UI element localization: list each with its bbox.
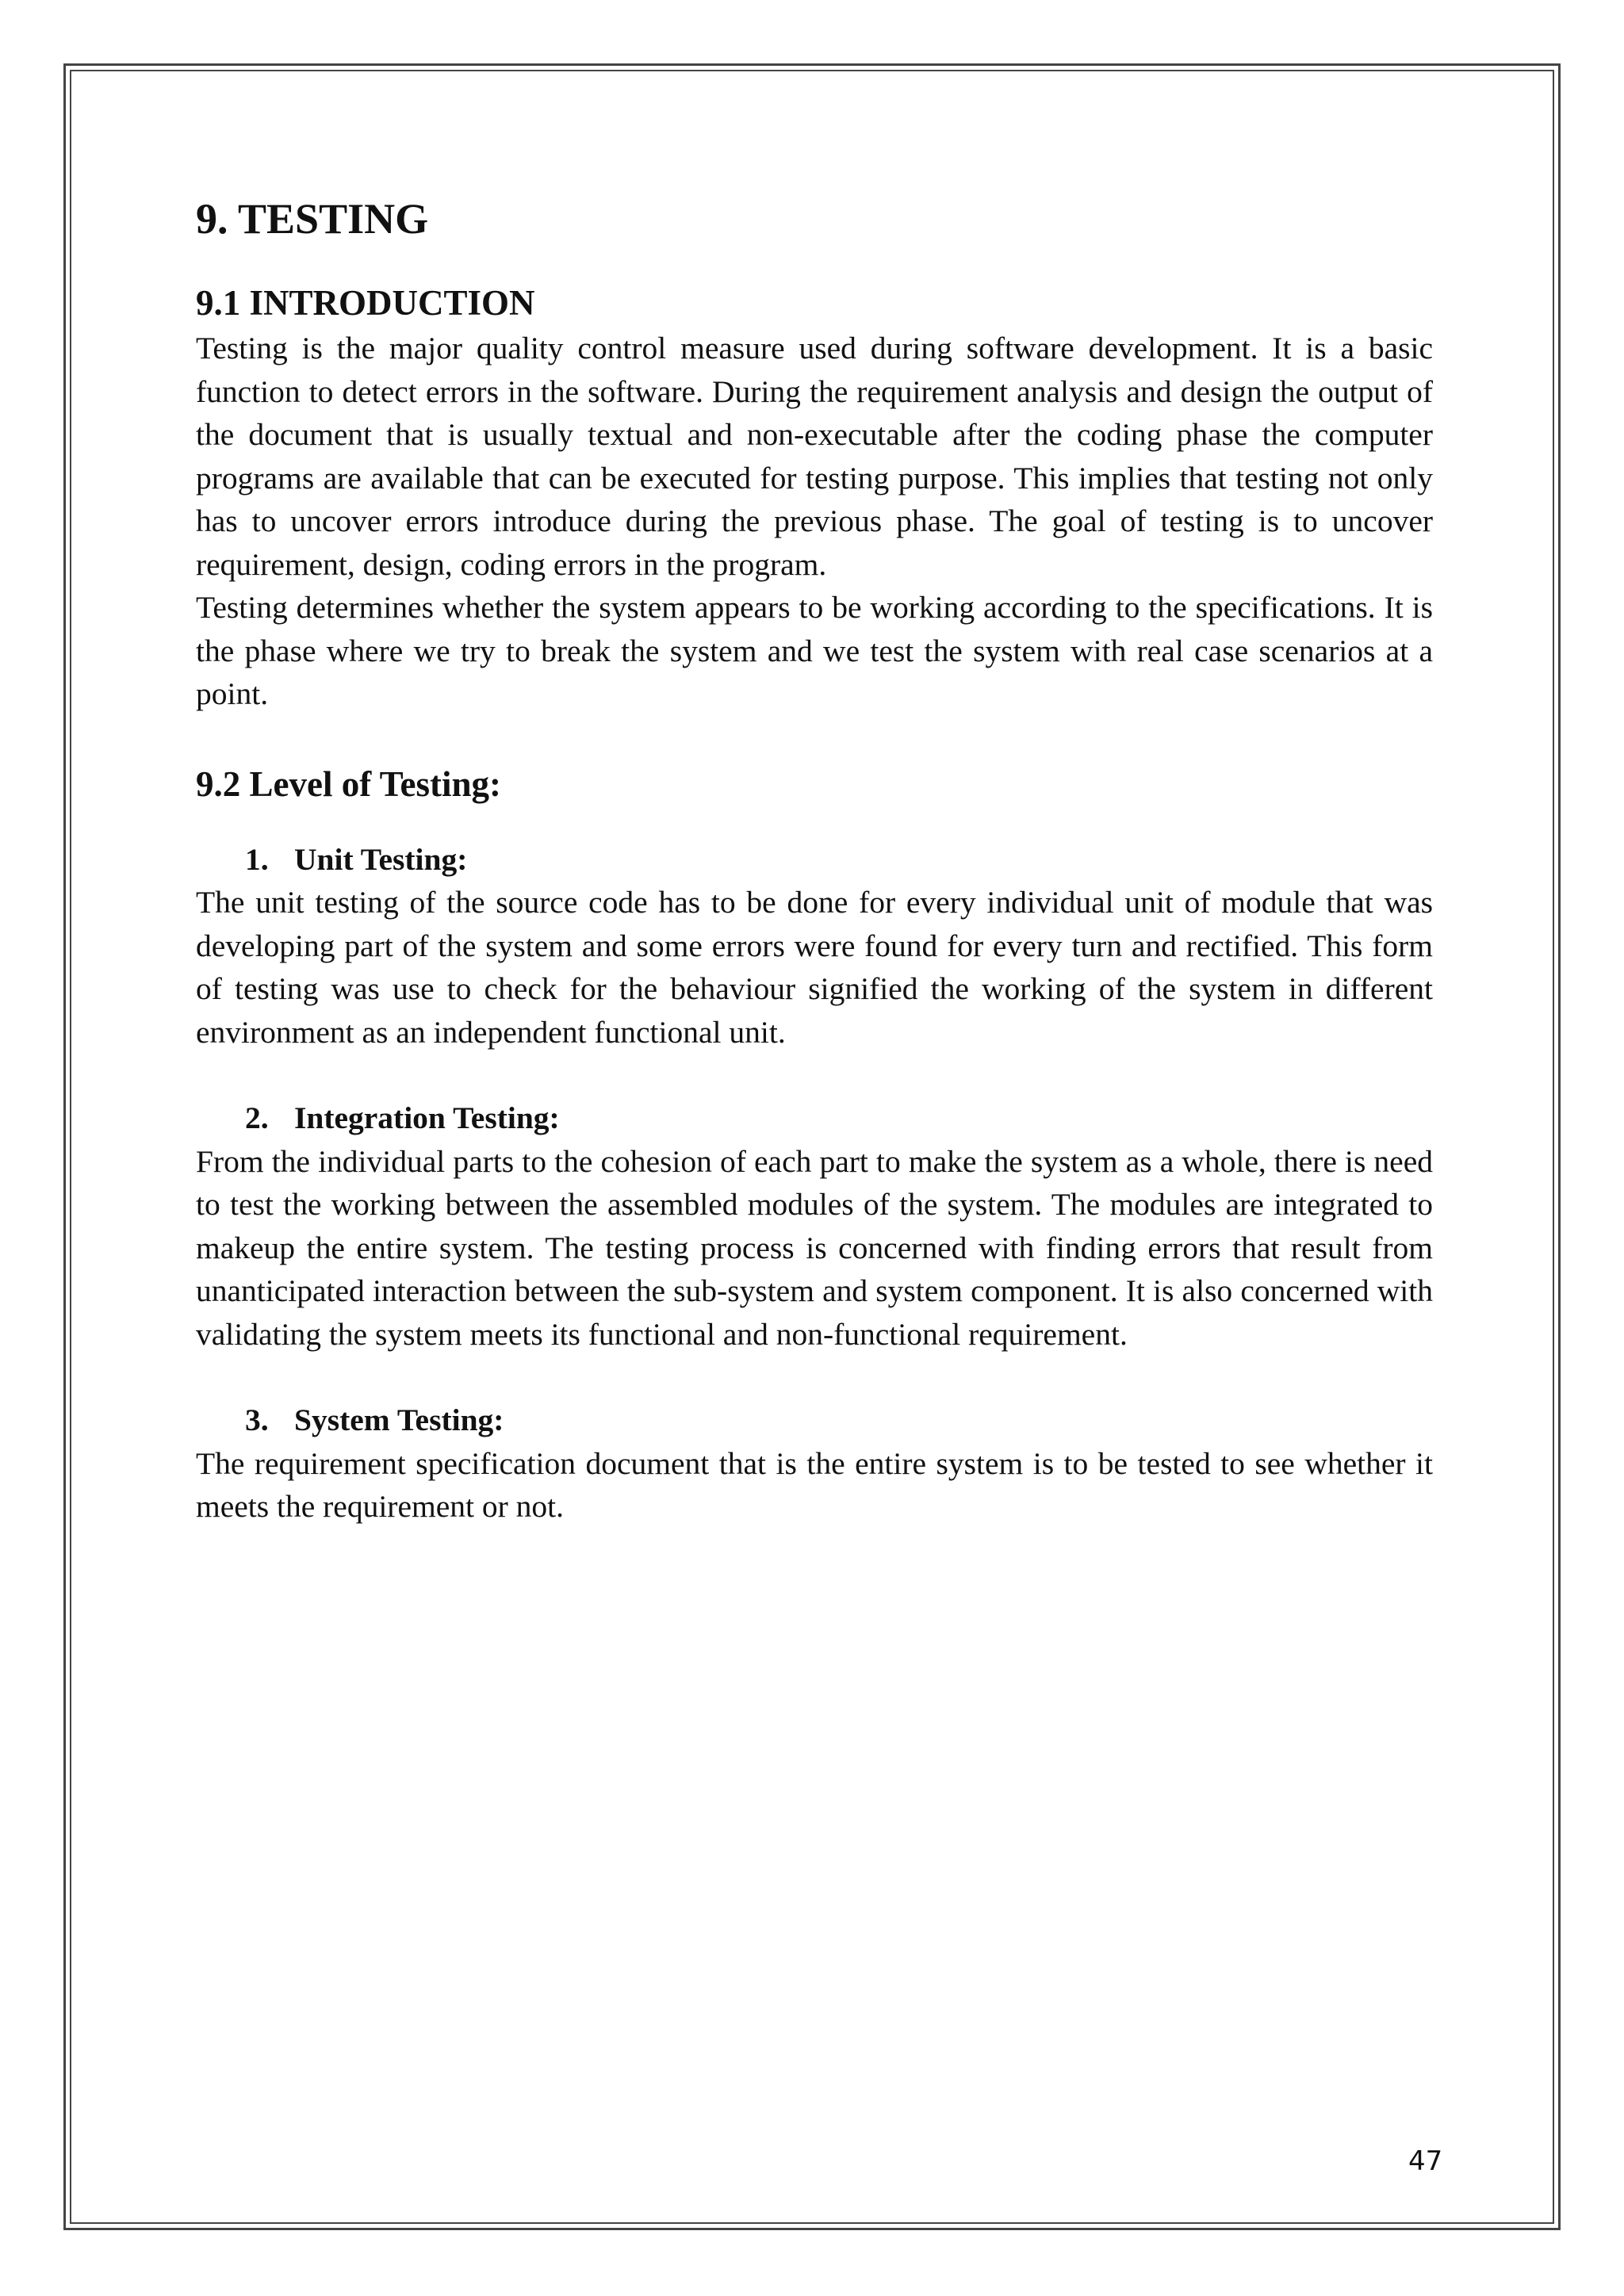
- unit-testing-heading: [196, 838, 1433, 882]
- system-testing-heading: [196, 1399, 1433, 1442]
- list-number: 2.: [245, 1100, 269, 1135]
- intro-paragraph-2: Testing determines whether the system appears to be working according to the specifications. It is the phase where we try to break the system and we test the system with real case scenarios at a point.: [196, 590, 1433, 711]
- section-levels-title: 9.2 Level of Testing:: [196, 763, 502, 804]
- list-number: 1.: [245, 841, 269, 877]
- intro-paragraph-1: Testing is the major quality control measure used during software development. It is a basic function to detect errors in the software. During the requirement analysis and design the output of the document that is usually textual and non-executable after the coding phase the computer programs are available that can be executed for testing purpose. This implies that testing not only has to uncover errors introduce during the previous phase. The goal of testing is to uncover requirement, design, coding errors in the program.: [196, 331, 1433, 582]
- list-label: System Testing:: [294, 1402, 504, 1437]
- unit-testing-paragraph: The unit testing of the source code has to be done for every individual unit of module that was developing part of the system and some errors were found for every turn and rectified. This form of testing was use to check for the behaviour signified the working of the system in different environment as an independent functional unit.: [196, 885, 1433, 1050]
- list-number: 3.: [245, 1402, 269, 1437]
- section-intro-title: 9.1 INTRODUCTION: [196, 283, 535, 323]
- page-number: 47: [1408, 2145, 1443, 2177]
- list-label: Integration Testing:: [294, 1100, 560, 1135]
- spacer: [196, 1356, 1433, 1399]
- list-label: Unit Testing:: [294, 841, 468, 877]
- system-testing-paragraph: The requirement specification document that is the entire system is to be tested to see whether it meets the requirement or not.: [196, 1445, 1433, 1524]
- chapter-heading: 9. TESTING: [196, 195, 429, 243]
- spacer: [196, 808, 1433, 838]
- document-body: [196, 184, 1433, 1529]
- integration-testing-paragraph: From the individual parts to the cohesion of each part to make the system as a whole, there is need to test the working between the assembled modules of the system. The modules are integrated to makeup the entire system. The testing process is concerned with finding errors that result from unanticipated interaction between the sub-system and system component. It is also concerned with validating the system meets its functional and non-functional requirement.: [196, 1143, 1433, 1352]
- integration-testing-heading: [196, 1096, 1433, 1140]
- spacer: [196, 1054, 1433, 1096]
